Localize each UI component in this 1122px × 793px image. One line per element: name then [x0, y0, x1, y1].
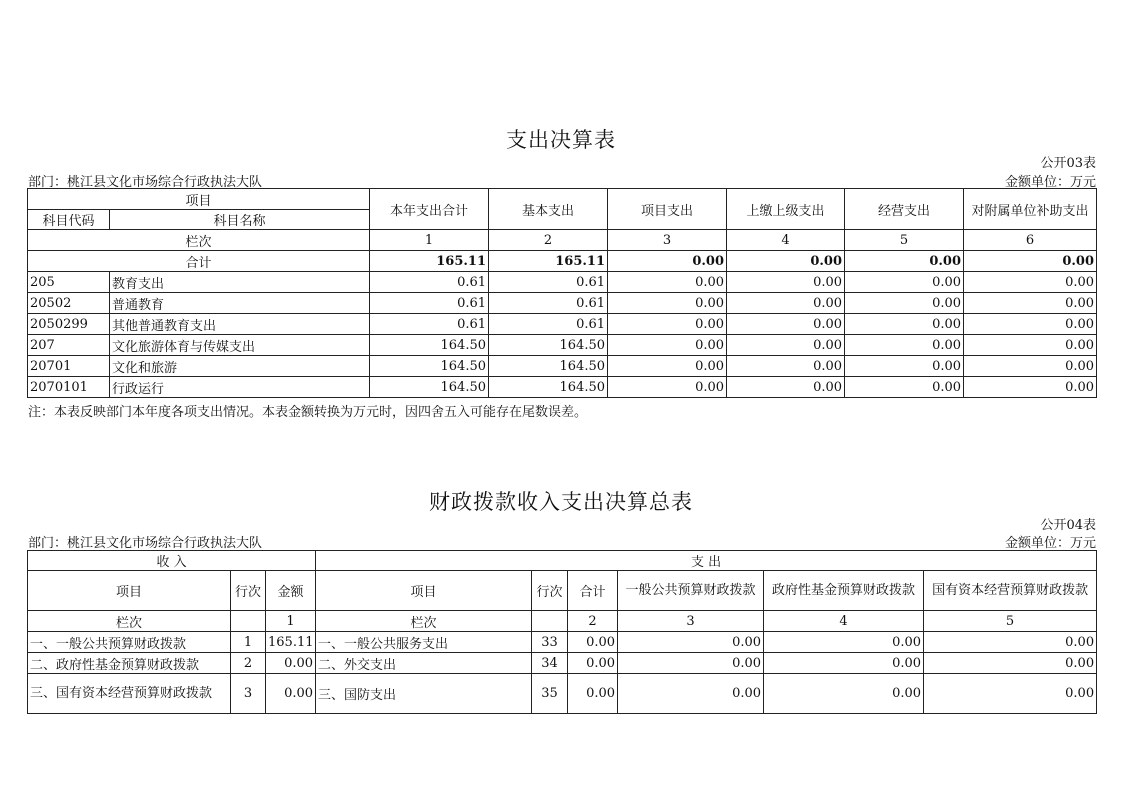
income-amount: 165.11: [266, 632, 316, 653]
col-header: 对附属单位补助支出: [964, 189, 1097, 230]
col-total: 合计: [568, 571, 618, 611]
header-code: 科目代码: [28, 210, 110, 230]
table2-dept: 部门：桃江县文化市场综合行政执法大队: [28, 536, 263, 551]
table2-unit: 金额单位：万元: [1004, 536, 1096, 551]
col-header: 上缴上级支出: [727, 189, 845, 230]
value-cell: 164.50: [370, 377, 489, 398]
value-cell: 0.00: [727, 314, 845, 335]
value-cell: 0.00: [727, 335, 845, 356]
subject-name: 教育支出: [110, 272, 370, 293]
expense-row-no: 35: [532, 674, 568, 714]
col-header: 项目支出: [608, 189, 727, 230]
header-item: 项目: [28, 189, 370, 210]
total-cell: 165.11: [489, 251, 608, 272]
income-item: 三、国有资本经营预算财政拨款: [28, 674, 231, 714]
value-cell: 0.61: [489, 314, 608, 335]
subject-code: 2050299: [28, 314, 110, 335]
col-row2: 行次: [532, 571, 568, 611]
value-cell: 164.50: [489, 356, 608, 377]
table-row: [28, 653, 1097, 674]
value-cell: 0.00: [727, 356, 845, 377]
lanci-cell: [532, 611, 568, 632]
total-cell: 0.00: [964, 251, 1097, 272]
value-cell: 0.00: [845, 356, 964, 377]
table-row: [28, 272, 1097, 293]
subject-name: 行政运行: [110, 377, 370, 398]
lanci-cell: 3: [608, 230, 727, 251]
value-cell: 0.00: [608, 356, 727, 377]
value-cell: 0.61: [370, 314, 489, 335]
header-name: 科目名称: [110, 210, 370, 230]
lanci-cell: 5: [924, 611, 1097, 632]
table2-code: 公开04表: [1040, 518, 1096, 533]
fiscal-appropriation-table: [27, 550, 1097, 714]
value-cell: 0.00: [727, 377, 845, 398]
expense-item: 一、一般公共服务支出: [316, 632, 532, 653]
table-row: [28, 356, 1097, 377]
lanci-cell: [231, 611, 266, 632]
subject-name: 文化和旅游: [110, 356, 370, 377]
value-cell: 0.00: [608, 272, 727, 293]
value-cell: 0.00: [608, 314, 727, 335]
value-cell: 0.00: [845, 272, 964, 293]
table-row: [28, 314, 1097, 335]
table1-note: 注：本表反映部门本年度各项支出情况。本表金额转换为万元时，因四舍五入可能存在尾数误差。: [28, 405, 588, 420]
col-header: 经营支出: [845, 189, 964, 230]
col-amount: 金额: [266, 571, 316, 611]
lanci-label: 栏次: [316, 611, 532, 632]
value-cell: 0.00: [764, 632, 924, 653]
lanci-cell: 2: [568, 611, 618, 632]
lanci-cell: 6: [964, 230, 1097, 251]
col-header: 本年支出合计: [370, 189, 489, 230]
value-cell: 164.50: [370, 356, 489, 377]
value-cell: 0.00: [964, 314, 1097, 335]
income-row-no: 1: [231, 632, 266, 653]
table2-title: 财政拨款收入支出决算总表: [429, 490, 693, 514]
expense-item: 二、外交支出: [316, 653, 532, 674]
value-cell: 0.00: [924, 632, 1097, 653]
lanci-cell: 3: [618, 611, 764, 632]
value-cell: 0.00: [608, 377, 727, 398]
value-cell: 0.00: [924, 674, 1097, 714]
expense-row-no: 33: [532, 632, 568, 653]
value-cell: 0.00: [845, 335, 964, 356]
subject-code: 2070101: [28, 377, 110, 398]
total-cell: 0.00: [845, 251, 964, 272]
col-header: 基本支出: [489, 189, 608, 230]
expense-header: 支 出: [316, 551, 1097, 571]
income-item: 二、政府性基金预算财政拨款: [28, 653, 231, 674]
table-row: [28, 293, 1097, 314]
col-state-capital: 国有资本经营预算财政拨款: [924, 571, 1097, 611]
total-cell: 165.11: [370, 251, 489, 272]
value-cell: 0.00: [964, 335, 1097, 356]
lanci-cell: 2: [489, 230, 608, 251]
total-label: 合计: [28, 251, 370, 272]
lanci-cell: 5: [845, 230, 964, 251]
value-cell: 0.00: [964, 293, 1097, 314]
value-cell: 0.00: [964, 356, 1097, 377]
value-cell: 0.00: [964, 272, 1097, 293]
col-row: 行次: [231, 571, 266, 611]
lanci-cell: 1: [266, 611, 316, 632]
lanci-cell: 4: [764, 611, 924, 632]
lanci-label: 栏次: [28, 230, 370, 251]
total-cell: 0.00: [727, 251, 845, 272]
value-cell: 0.00: [618, 632, 764, 653]
value-cell: 0.00: [618, 674, 764, 714]
subject-code: 205: [28, 272, 110, 293]
subject-name: 文化旅游体育与传媒支出: [110, 335, 370, 356]
subject-code: 207: [28, 335, 110, 356]
value-cell: 164.50: [489, 377, 608, 398]
value-cell: 0.00: [568, 632, 618, 653]
value-cell: 0.00: [727, 272, 845, 293]
subject-name: 其他普通教育支出: [110, 314, 370, 335]
table-row: [28, 632, 1097, 653]
table1-code: 公开03表: [1040, 156, 1096, 171]
value-cell: 0.00: [845, 293, 964, 314]
value-cell: 0.00: [568, 653, 618, 674]
subject-code: 20502: [28, 293, 110, 314]
value-cell: 0.00: [568, 674, 618, 714]
income-header: 收 入: [28, 551, 316, 571]
table1-dept: 部门：桃江县文化市场综合行政执法大队: [28, 175, 263, 190]
value-cell: 0.00: [608, 335, 727, 356]
subject-name: 普通教育: [110, 293, 370, 314]
value-cell: 0.00: [964, 377, 1097, 398]
total-row: [28, 251, 1097, 272]
expense-item: 三、国防支出: [316, 674, 532, 714]
income-row-no: 3: [231, 674, 266, 714]
value-cell: 0.00: [727, 293, 845, 314]
table-row: [28, 335, 1097, 356]
income-amount: 0.00: [266, 674, 316, 714]
value-cell: 0.00: [924, 653, 1097, 674]
value-cell: 164.50: [370, 335, 489, 356]
subject-code: 20701: [28, 356, 110, 377]
income-row-no: 2: [231, 653, 266, 674]
lanci-cell: 1: [370, 230, 489, 251]
lanci-label: 栏次: [28, 611, 231, 632]
value-cell: 0.00: [845, 377, 964, 398]
value-cell: 0.00: [764, 674, 924, 714]
value-cell: 0.61: [489, 272, 608, 293]
col-general-budget: 一般公共预算财政拨款: [618, 571, 764, 611]
expenditure-table: [27, 188, 1097, 398]
expense-row-no: 34: [532, 653, 568, 674]
value-cell: 0.61: [370, 272, 489, 293]
income-amount: 0.00: [266, 653, 316, 674]
table-row: [28, 674, 1097, 714]
table-row: [28, 377, 1097, 398]
col-item2: 项目: [316, 571, 532, 611]
total-cell: 0.00: [608, 251, 727, 272]
col-gov-fund: 政府性基金预算财政拨款: [764, 571, 924, 611]
income-item: 一、一般公共预算财政拨款: [28, 632, 231, 653]
value-cell: 0.61: [370, 293, 489, 314]
value-cell: 164.50: [489, 335, 608, 356]
value-cell: 0.00: [608, 293, 727, 314]
col-item: 项目: [28, 571, 231, 611]
value-cell: 0.00: [764, 653, 924, 674]
value-cell: 0.00: [845, 314, 964, 335]
value-cell: 0.00: [618, 653, 764, 674]
table1-title: 支出决算表: [506, 128, 616, 152]
table1-unit: 金额单位：万元: [1004, 175, 1096, 190]
value-cell: 0.61: [489, 293, 608, 314]
lanci-cell: 4: [727, 230, 845, 251]
